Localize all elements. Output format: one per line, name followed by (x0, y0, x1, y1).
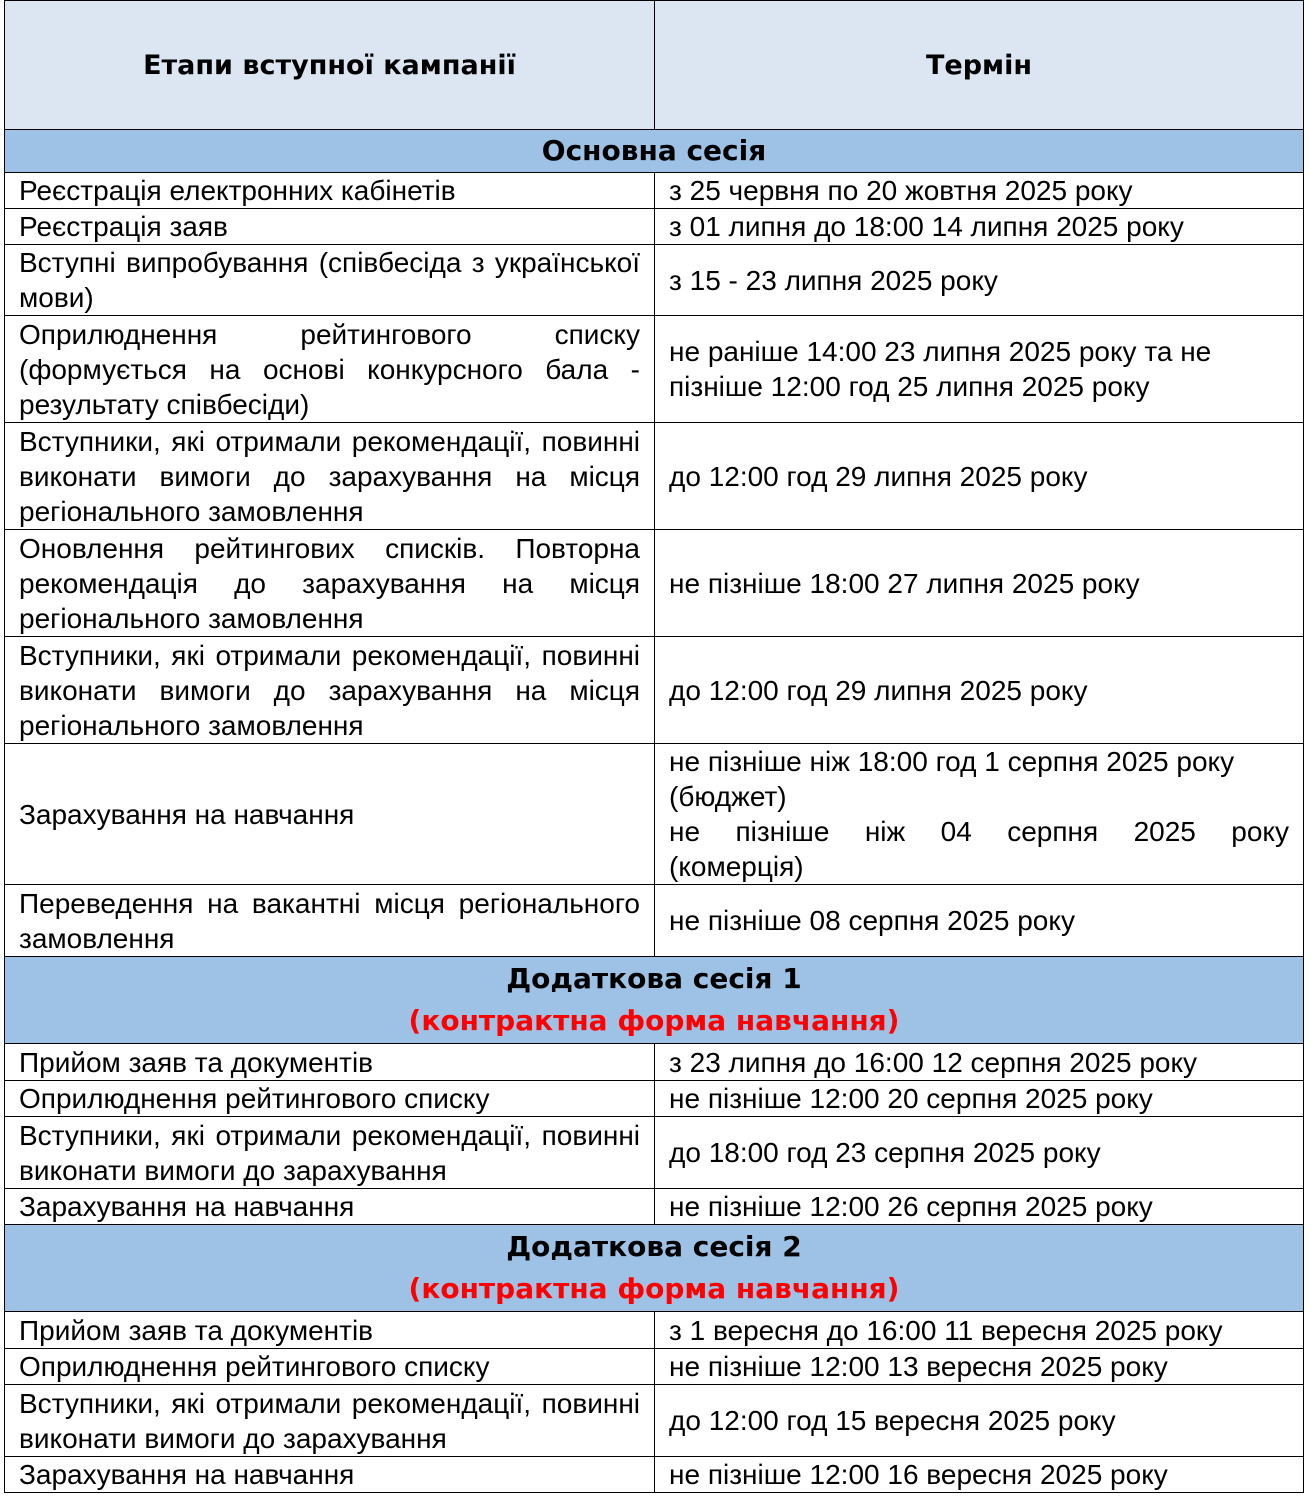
stage-cell: Вступні випробування (співбесіда з української мови) (5, 245, 655, 316)
term-cell: з 1 вересня до 16:00 11 вересня 2025 року (655, 1312, 1304, 1349)
stage-cell: Вступники, які отримали рекомендації, повинні виконати вимоги до зарахування на місця регіонального замовлення (5, 637, 655, 744)
term-cell: з 15 - 23 липня 2025 року (655, 245, 1304, 316)
table-row (5, 1385, 1304, 1457)
table-row (5, 1349, 1304, 1385)
term-cell: до 18:00 год 23 серпня 2025 року (655, 1117, 1304, 1189)
term-cell: з 23 липня до 16:00 12 серпня 2025 року (655, 1044, 1304, 1081)
stage-cell: Прийом заяв та документів (5, 1044, 655, 1081)
stage-cell: Прийом заяв та документів (5, 1312, 655, 1349)
stage-cell: Оприлюднення рейтингового списку (5, 1081, 655, 1117)
term-cell: не пізніше 08 серпня 2025 року (655, 885, 1304, 957)
extra-session-1-subtitle: (контрактна форма навчання) (408, 1004, 900, 1037)
table-row (5, 209, 1304, 245)
session-heading-main (5, 130, 1304, 173)
term-cell: до 12:00 год 29 липня 2025 року (655, 637, 1304, 744)
stage-cell: Зарахування на навчання (5, 1457, 655, 1493)
table-row (5, 173, 1304, 209)
table-row (5, 1081, 1304, 1117)
term-line: не пізніше ніж 18:00 год 1 серпня 2025 року (669, 746, 1235, 777)
table-row (5, 637, 1304, 744)
session-heading-extra-1 (5, 957, 1304, 1044)
term-cell: до 12:00 год 29 липня 2025 року (655, 423, 1304, 530)
stage-cell: Зарахування на навчання (5, 1189, 655, 1225)
stage-cell: Реєстрація електронних кабінетів (5, 173, 655, 209)
stage-cell: Оприлюднення рейтингового списку (5, 1349, 655, 1385)
term-line: (комерція) (669, 851, 804, 882)
term-cell: не раніше 14:00 23 липня 2025 року та не пізніше 12:00 год 25 липня 2025 року (655, 316, 1304, 423)
table-row (5, 1044, 1304, 1081)
extra-session-2-title: Додаткова сесія 2 (506, 1230, 802, 1263)
session-heading-cell (5, 957, 1304, 1044)
header-term: Термін (655, 1, 1304, 130)
admission-schedule-table (4, 0, 1304, 1493)
table-row (5, 744, 1304, 885)
term-cell: не пізніше 12:00 16 вересня 2025 року (655, 1457, 1304, 1493)
term-cell: не пізніше 12:00 26 серпня 2025 року (655, 1189, 1304, 1225)
stage-cell: Оприлюднення рейтингового списку (формується на основі конкурсного бала - результату співбесіди) (5, 316, 655, 423)
main-session-title: Основна сесія (5, 130, 1304, 173)
term-line: не пізніше ніж 04 серпня 2025 року (669, 816, 1289, 847)
term-cell: не пізніше 12:00 13 вересня 2025 року (655, 1349, 1304, 1385)
stage-cell: Вступники, які отримали рекомендації, повинні виконати вимоги до зарахування на місця регіонального замовлення (5, 423, 655, 530)
table-row (5, 245, 1304, 316)
stage-cell: Переведення на вакантні місця регіонального замовлення (5, 885, 655, 957)
extra-session-2-subtitle: (контрактна форма навчання) (408, 1272, 900, 1305)
session-heading-cell (5, 1225, 1304, 1312)
term-cell: з 25 червня по 20 жовтня 2025 року (655, 173, 1304, 209)
term-cell: не пізніше 18:00 27 липня 2025 року (655, 530, 1304, 637)
table-row (5, 885, 1304, 957)
extra-session-1-title: Додаткова сесія 1 (506, 962, 802, 995)
header-stages: Етапи вступної кампанії (5, 1, 655, 130)
stage-cell: Вступники, які отримали рекомендації, повинні виконати вимоги до зарахування (5, 1117, 655, 1189)
term-line: (бюджет) (669, 781, 787, 812)
session-heading-extra-2 (5, 1225, 1304, 1312)
table-row (5, 1189, 1304, 1225)
table-row (5, 1117, 1304, 1189)
term-cell: з 01 липня до 18:00 14 липня 2025 року (655, 209, 1304, 245)
stage-cell: Зарахування на навчання (5, 744, 655, 885)
term-cell: не пізніше 12:00 20 серпня 2025 року (655, 1081, 1304, 1117)
term-cell (655, 744, 1304, 885)
stage-cell: Реєстрація заяв (5, 209, 655, 245)
table-row (5, 316, 1304, 423)
header-row (5, 1, 1304, 130)
stage-cell: Оновлення рейтингових списків. Повторна рекомендація до зарахування на місця регіонального замовлення (5, 530, 655, 637)
table-row (5, 530, 1304, 637)
term-cell: до 12:00 год 15 вересня 2025 року (655, 1385, 1304, 1457)
table-row (5, 1312, 1304, 1349)
table-row (5, 423, 1304, 530)
table-row (5, 1457, 1304, 1493)
stage-cell: Вступники, які отримали рекомендації, повинні виконати вимоги до зарахування (5, 1385, 655, 1457)
